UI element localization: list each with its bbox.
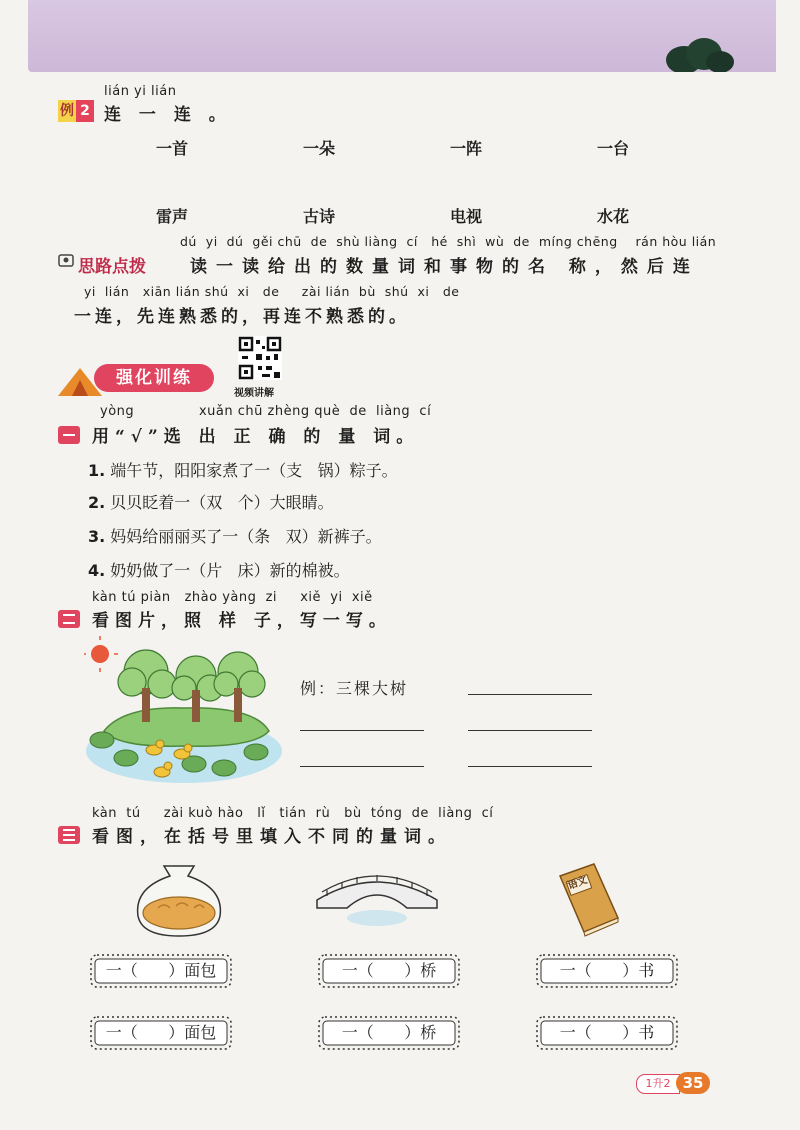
q1-item-3-text: 妈妈给丽丽买了一（条 双）新裤子。 <box>105 527 382 546</box>
answer-box-text: 一（ ）书 <box>559 1023 655 1042</box>
answer-box-text: 一（ ）书 <box>559 961 655 980</box>
qr-code-icon[interactable] <box>238 336 282 380</box>
bridge-illustration <box>312 870 442 930</box>
answer-box-book-2[interactable] <box>534 1014 680 1052</box>
answer-line-5[interactable] <box>468 766 592 767</box>
answer-line-4[interactable] <box>300 766 424 767</box>
bottom-word-4: 水花 <box>597 207 630 226</box>
book-label: 语文 <box>566 874 589 892</box>
example-title: 连 一 连 。 <box>104 105 232 125</box>
grade-label: 1升2 <box>636 1074 680 1094</box>
page-number-value: 35 <box>676 1072 710 1094</box>
q1-item-4-number: 4. <box>88 561 106 580</box>
section-banner <box>58 358 218 396</box>
q1-title: 用“√”选 出 正 确 的 量 词。 <box>92 427 420 447</box>
answer-box-bridge-1[interactable] <box>316 952 462 990</box>
tip-pinyin-line2: yi lián xiān lián shú xi de zài lián bù shú xi de <box>84 284 460 299</box>
q1-item-2 <box>88 490 334 513</box>
answer-line-2[interactable] <box>300 730 424 731</box>
bread-bag-illustration <box>124 858 234 938</box>
answer-box-bridge-2[interactable] <box>316 1014 462 1052</box>
top-word-3: 一阵 <box>450 139 483 158</box>
book-illustration <box>554 862 624 938</box>
section-title: 强化训练 <box>94 364 214 392</box>
q1-item-3-number: 3. <box>88 527 106 546</box>
q1-pinyin: yòng xuǎn chū zhèng què de liàng cí <box>100 404 432 419</box>
q1-item-2-text: 贝贝眨着一（双 个）大眼睛。 <box>105 493 334 512</box>
q3-number-badge <box>58 826 80 844</box>
answer-box-text: 一（ ）面包 <box>105 961 217 980</box>
top-word-2: 一朵 <box>303 139 336 158</box>
tip-pinyin-line1: dú yi dú gěi chū de shù liàng cí hé shì wù de míng chēng rán hòu lián <box>180 234 717 249</box>
top-banner <box>28 0 776 72</box>
q1-item-3 <box>88 524 382 547</box>
q3-pinyin: kàn tú zài kuò hào lǐ tián rù bù tóng de liàng cí <box>92 806 494 821</box>
q1-item-1 <box>88 458 398 481</box>
bottom-word-3: 电视 <box>450 207 483 226</box>
answer-box-text: 一（ ）桥 <box>341 961 437 980</box>
bottom-word-1: 雷声 <box>156 207 189 226</box>
answer-line-1[interactable] <box>468 694 592 695</box>
example-pinyin: lián yi lián <box>104 84 177 99</box>
qr-label: 视频讲解 <box>234 388 274 399</box>
answer-box-bread-1[interactable] <box>88 952 234 990</box>
q1-item-1-text: 端午节，阳阳家煮了一（支 锅）粽子。 <box>105 461 398 480</box>
q3-title: 看图，在括号里填入不同的量词。 <box>92 827 452 847</box>
example-badge-number: 2 <box>76 100 94 122</box>
q1-item-4 <box>88 558 350 581</box>
answer-box-book-1[interactable] <box>534 952 680 990</box>
example-badge-label: 例 <box>58 100 76 122</box>
q1-number-badge <box>58 426 80 444</box>
page-number <box>636 1072 716 1094</box>
top-word-1: 一首 <box>156 139 189 158</box>
example-badge <box>58 100 94 122</box>
bottom-word-2: 古诗 <box>303 207 336 226</box>
top-word-4: 一台 <box>597 139 630 158</box>
q2-pinyin: kàn tú piàn zhào yàng zi xiě yi xiě <box>92 590 373 605</box>
q1-item-2-number: 2. <box>88 493 106 512</box>
q1-item-1-number: 1. <box>88 461 106 480</box>
answer-line-3[interactable] <box>468 730 592 731</box>
q2-example: 例：三棵大树 <box>300 679 409 698</box>
q2-title: 看图片，照 样 子，写一写。 <box>92 611 392 631</box>
q2-number-badge <box>58 610 80 628</box>
tip-text-line2: 一连，先连熟悉的，再连不熟悉的。 <box>74 307 410 327</box>
answer-box-text: 一（ ）桥 <box>341 1023 437 1042</box>
tip-label: 思路点拨 <box>78 257 146 277</box>
answer-box-text: 一（ ）面包 <box>105 1023 217 1042</box>
tip-text-line1: 读一读给出的数量词和事物的名 称，然后连 <box>190 257 699 277</box>
bush-decoration <box>664 38 734 72</box>
lightbulb-icon <box>58 252 76 270</box>
answer-box-bread-2[interactable] <box>88 1014 234 1052</box>
q1-item-4-text: 奶奶做了一（片 床）新的棉被。 <box>105 561 350 580</box>
island-trees-illustration <box>84 636 284 786</box>
